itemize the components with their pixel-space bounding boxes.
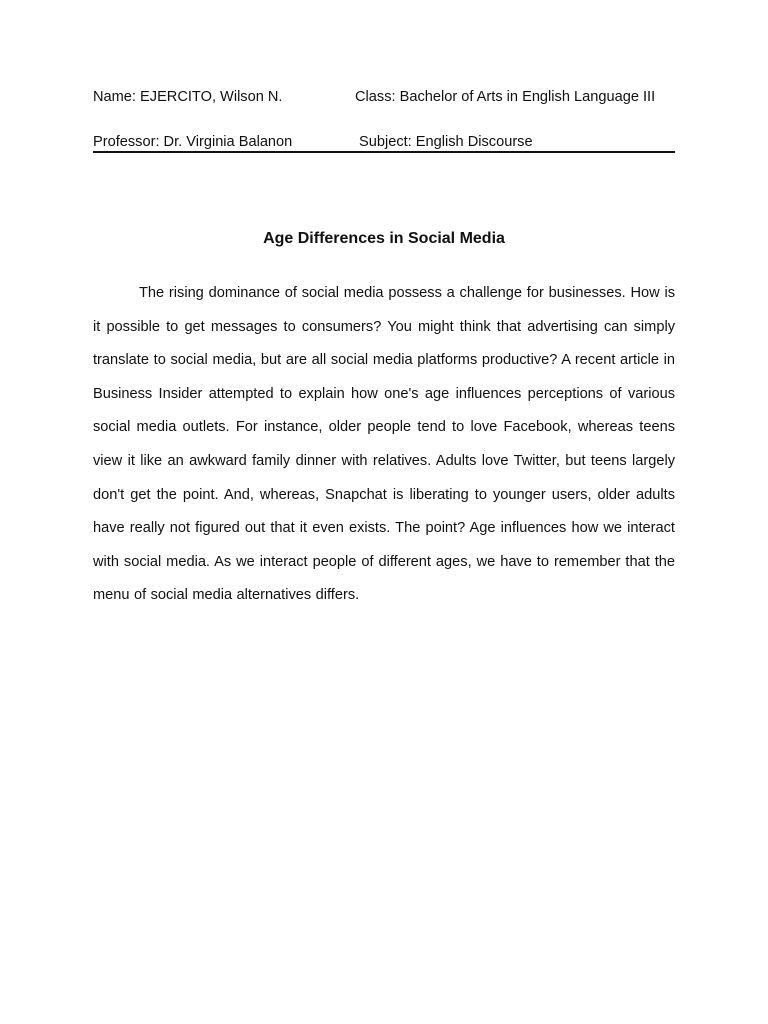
student-name: Name: EJERCITO, Wilson N. [93, 89, 283, 105]
professor-name: Professor: Dr. Virginia Balanon [93, 134, 293, 150]
class-info: Class: Bachelor of Arts in English Language III [355, 89, 656, 105]
subject-info: Subject: English Discourse [359, 134, 533, 150]
essay-paragraph: The rising dominance of social media possess a challenge for businesses. How is it possible to get messages to consumers? You might think that advertising can simply translate to social media, but are all social media platforms productive? A recent article in Business Insider attempted to explain how one's age influences perceptions of various social media outlets. For instance, older people tend to love Facebook, whereas teens view it like an awkward family dinner with relatives. Adults love Twitter, but teens largely don't get the point. And, whereas, Snapchat is liberating to younger users, older adults have really not figured out that it even exists. The point? Age influences how we interact with social media. As we interact people of different ages, we have to remember that the menu of social media alternatives differs. [93, 285, 675, 604]
essay-title: Age Differences in Social Media [263, 230, 505, 247]
header-divider [93, 151, 675, 153]
